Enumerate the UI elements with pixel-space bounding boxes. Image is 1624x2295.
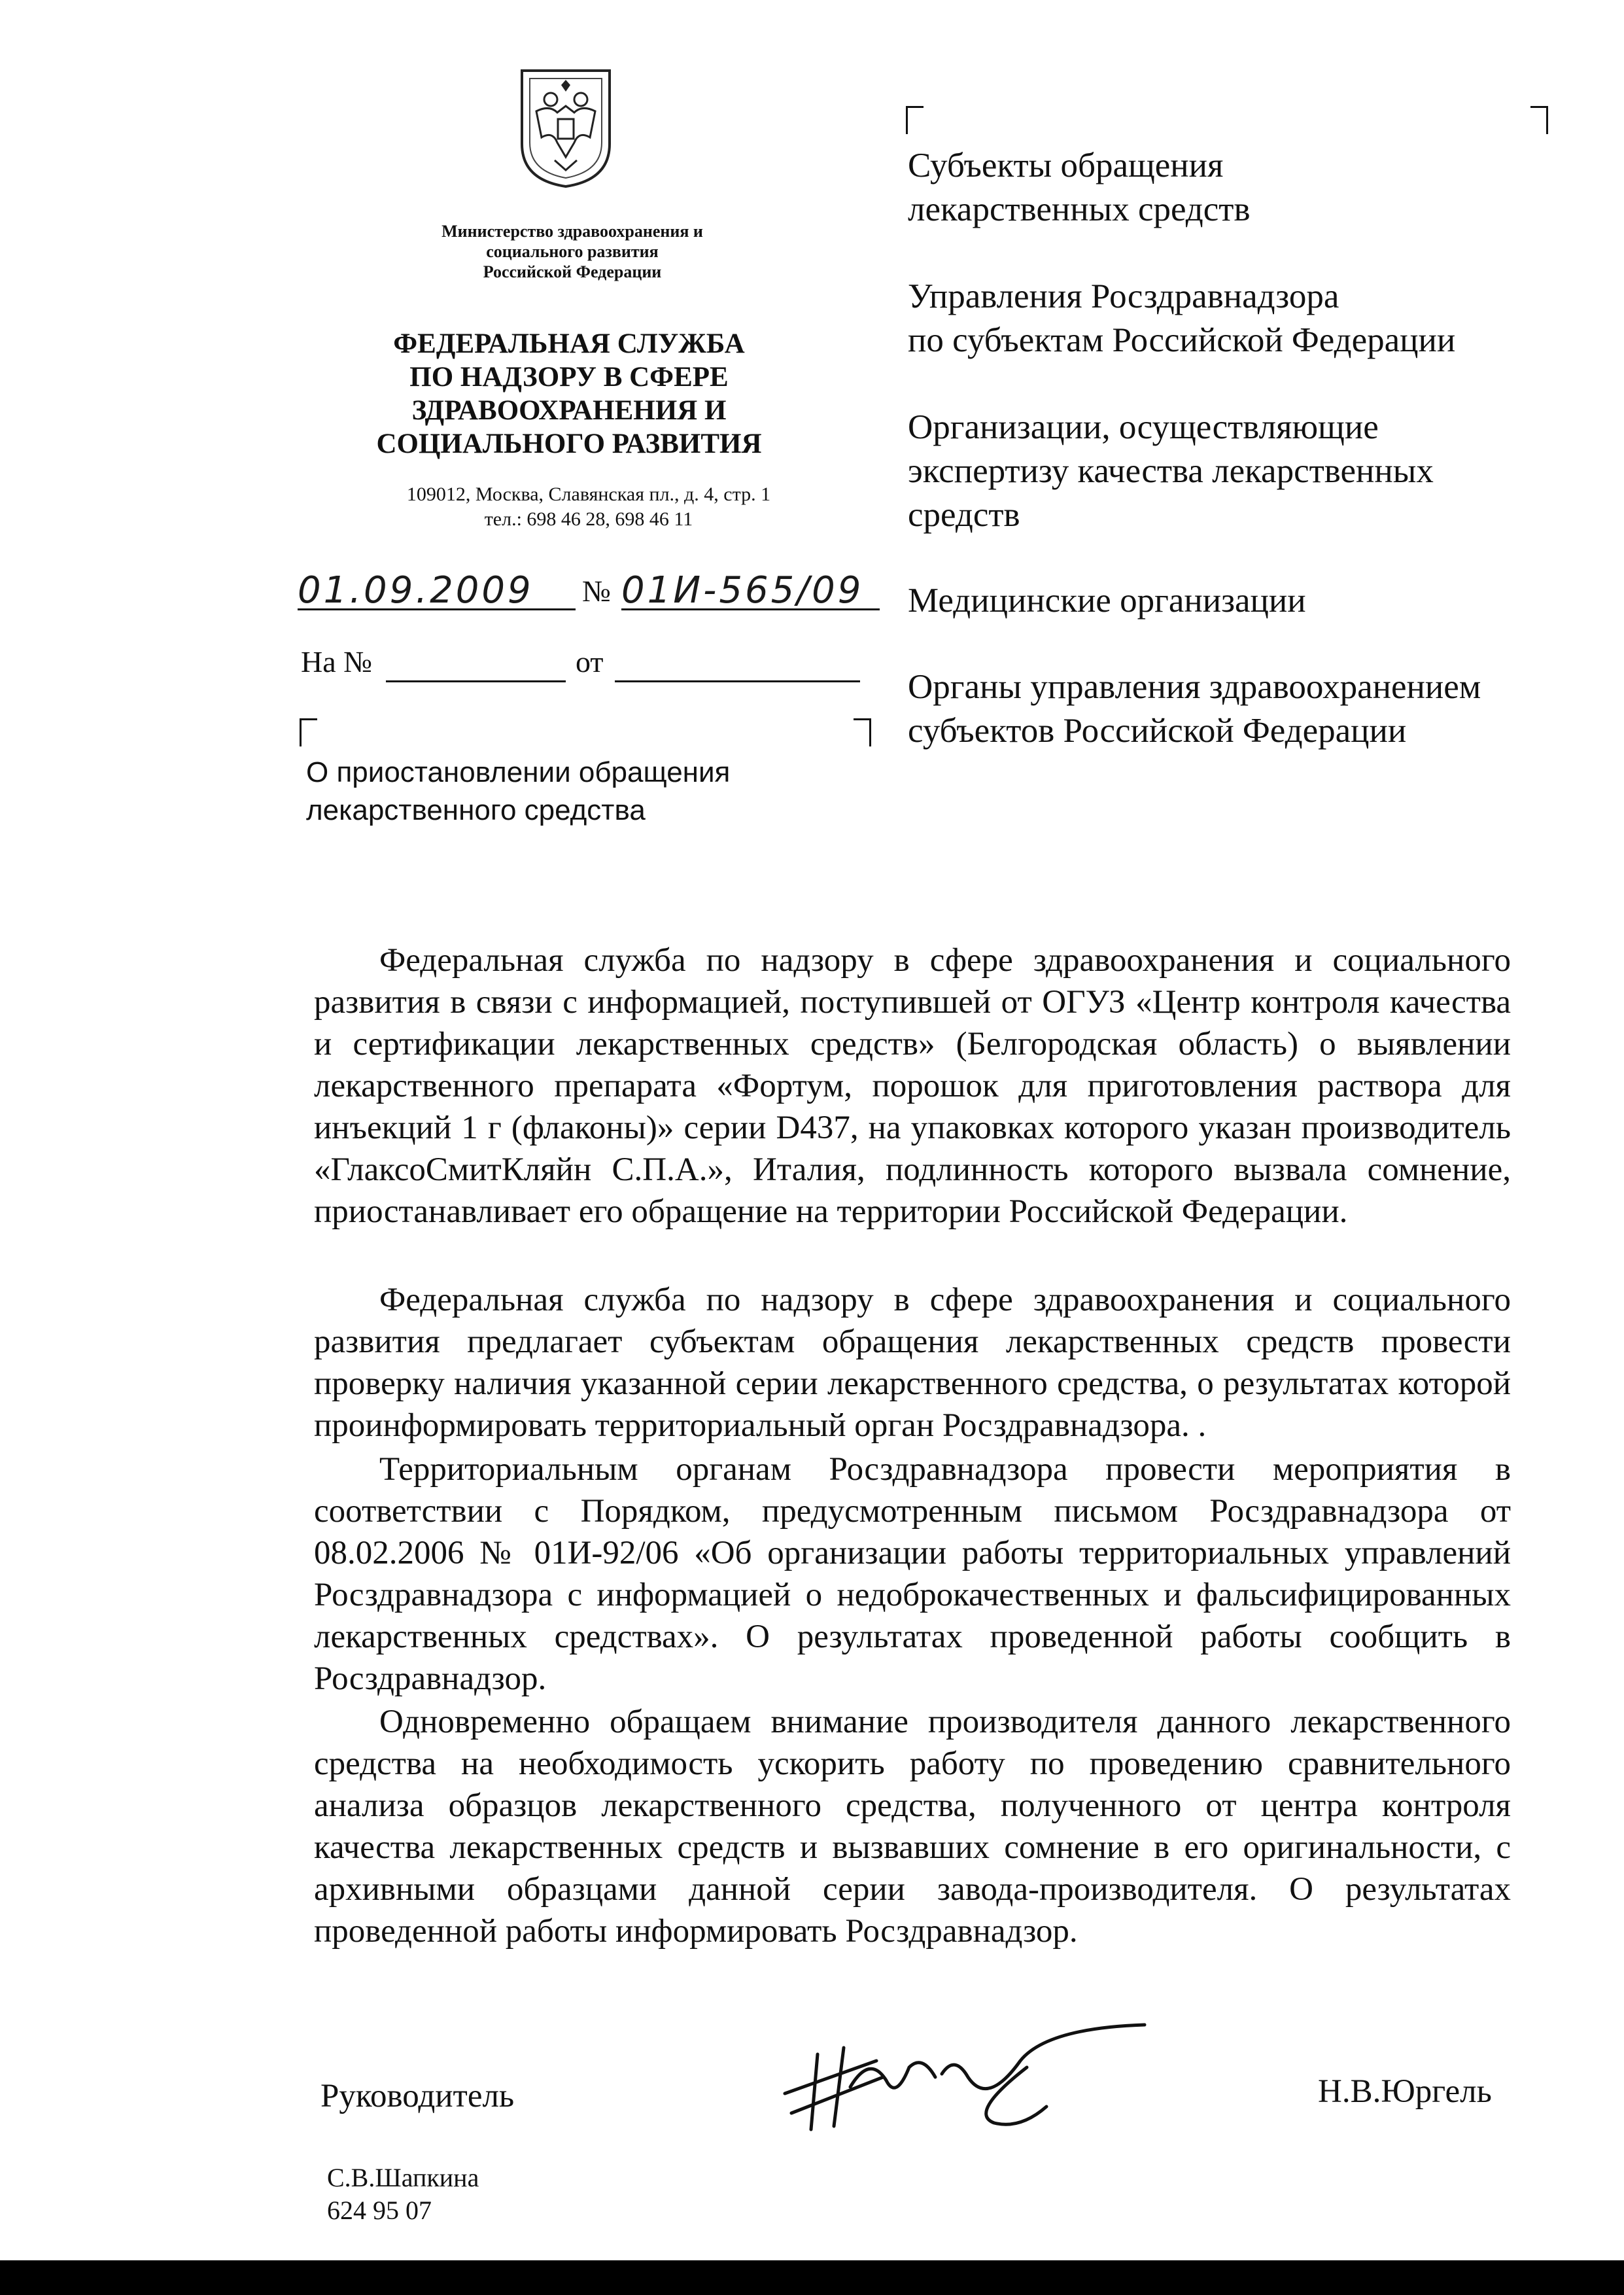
body-paragraph: Федеральная служба по надзору в сфере здравоохранения и социального развития предлагает субъектам обращения лекарственных средств провести проверку наличия указанной серии лекарственного средства, о результатах которой проинформировать территориальный орган Росздравнадзора. . xyxy=(314,1282,1511,1444)
scan-border xyxy=(0,2260,1624,2295)
coat-of-arms-emblem-icon xyxy=(517,65,615,190)
addressee-bracket-left xyxy=(906,106,924,134)
ministry-name: Министерство здравоохранения и социального развития Российской Федерации xyxy=(441,222,703,281)
service-address: 109012, Москва, Славянская пл., д. 4, стр. 1 тел.: 698 46 28, 698 46 11 xyxy=(406,483,771,530)
addressee-item: Органы управления здравоохранением субъектов Российской Федерации xyxy=(908,668,1481,750)
date-field xyxy=(298,569,576,610)
addressee-item: Медицинские организации xyxy=(908,582,1306,620)
signatory-position: Руководитель xyxy=(320,2078,515,2114)
body-paragraph: Федеральная служба по надзору в сфере здравоохранения и социального развития в связи с информацией, поступившей от ОГУЗ «Центр контроля качества и сертификации лекарственных средств» (Белгородская область) о выявлении лекарственного препарата «Фортум, порошок для приготовления раствора для инъекций 1 г (флаконы)» серии D437, на упаковках которого указан производитель «ГлаксоСмитКляйн С.П.А.», Италия, подлинность которого вызвала сомнение, приостанавливает его обращение на территории Российской Федерации. xyxy=(314,942,1511,1230)
addressee-bracket-right xyxy=(1530,106,1548,134)
addressee-item: Управления Росздравнадзора по субъектам Российской Федерации xyxy=(908,277,1456,359)
handwritten-signature-icon xyxy=(772,2015,1151,2133)
executor-phone: 624 95 07 xyxy=(327,2196,432,2225)
executor-name: С.В.Шапкина xyxy=(327,2163,479,2192)
addressee-item: Организации, осуществляющие экспертизу качества лекарственных средств xyxy=(908,408,1434,534)
ref-date-field xyxy=(615,648,860,682)
registration-date: 01.09.2009 xyxy=(298,569,534,612)
addressee-item: Субъекты обращения лекарственных средств xyxy=(908,147,1251,228)
number-field xyxy=(621,569,880,610)
subject-line: О приостановлении обращения лекарственного средства xyxy=(306,756,731,826)
number-label: № xyxy=(582,574,611,608)
body-paragraph: Одновременно обращаем внимание производителя данного лекарственного средства на необходимость ускорить работу по проведению сравнительного анализа образцов лекарственного средства, полученного от центра контроля качества лекарственных средств и вызвавших сомнение в его оригинальности, с архивными образцами данной серии завода-производителя. О результатах проведенной работы информировать Росздравнадзор. xyxy=(314,1704,1511,1950)
subject-bracket-left xyxy=(300,718,317,746)
body-paragraph: Территориальным органам Росздравнадзора провести мероприятия в соответствии с Порядком, предусмотренным письмом Росздравнадзора от 08.02.2006 № 01И-92/06 «Об организации работы территориальных управлений Росздравнадзора с информацией о недоброкачественных и фальсифицированных лекарственных средствах». О результатах проведенной работы сообщить в Росздравнадзор. xyxy=(314,1451,1511,1697)
ref-number-field xyxy=(386,648,566,682)
ref-label: На № xyxy=(301,645,373,678)
from-label: от xyxy=(576,645,604,678)
signatory-name: Н.В.Юргель xyxy=(1318,2073,1492,2110)
subject-bracket-right xyxy=(854,718,871,746)
service-name: ФЕДЕРАЛЬНАЯ СЛУЖБА ПО НАДЗОРУ В СФЕРЕ ЗДРАВООХРАНЕНИЯ И СОЦИАЛЬНОГО РАЗВИТИЯ xyxy=(376,328,762,459)
registration-number: 01И-565/09 xyxy=(621,569,864,612)
